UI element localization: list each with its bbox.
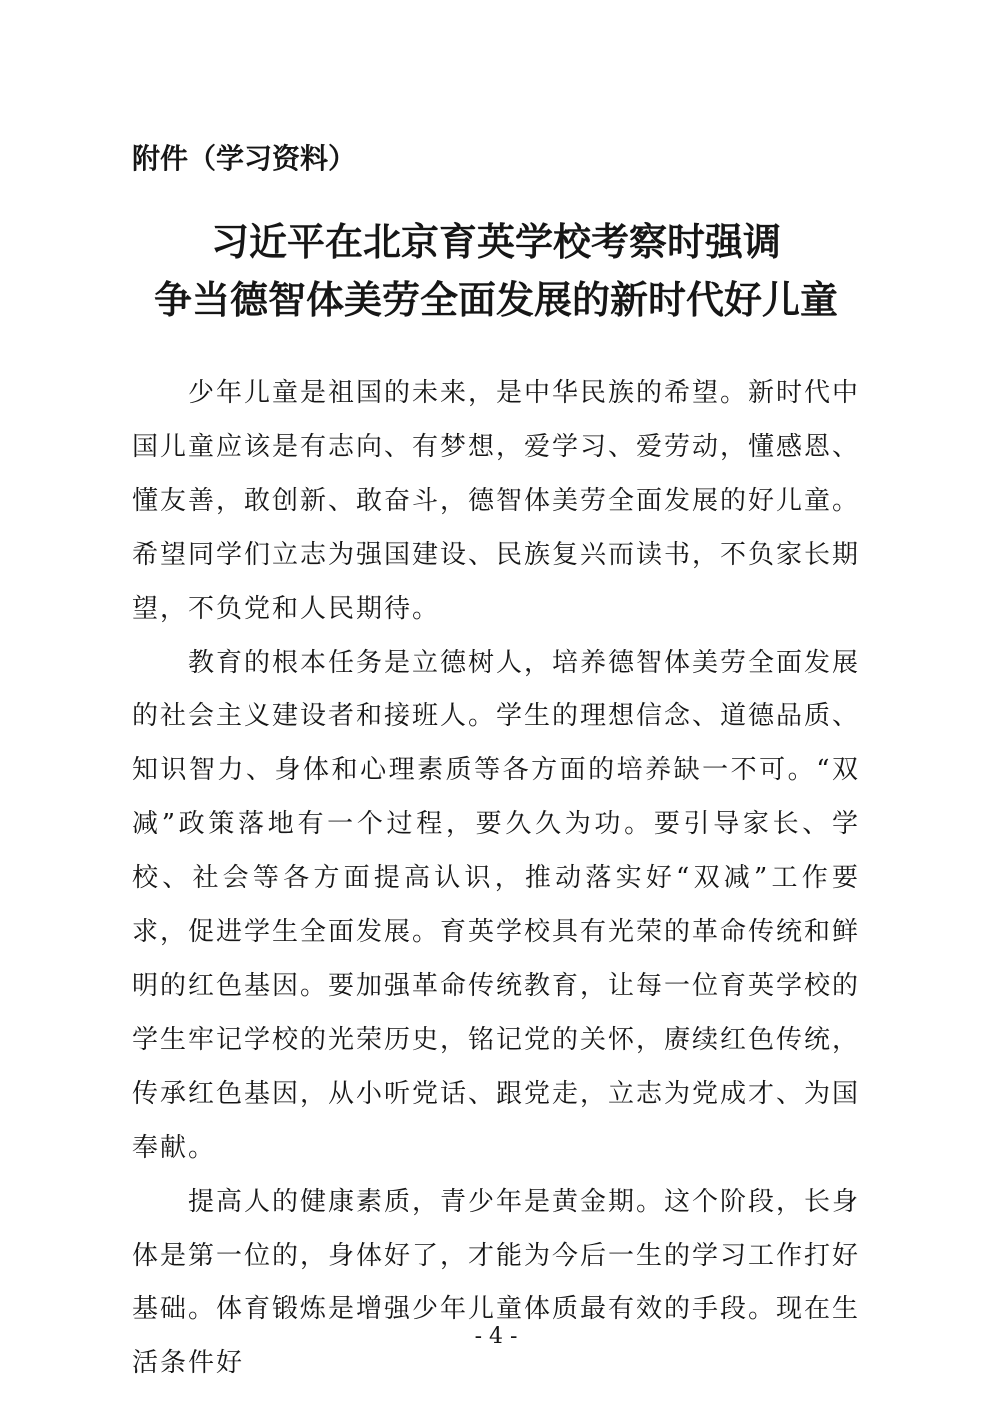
paragraph: 提高人的健康素质，青少年是黄金期。这个阶段，长身体是第一位的，身体好了，才能为今后一生的学习工作打好基础。体育锻炼是增强少年儿童体质最有效的手段。现在生活条件好 xyxy=(132,1186,861,1379)
paragraph: 教育的根本任务是立德树人，培养德智体美劳全面发展的社会主义建设者和接班人。学生的理想信念、道德品质、知识智力、身体和心理素质等各方面的培养缺一不可。“双减”政策落地有一个过程，要久久为功。要引导家长、学校、社会等各方面提高认识，推动落实好“双减”工作要求，促进学生全面发展。育英学校具有光荣的革命传统和鲜明的红色基因。要加强革命传统教育，让每一位育英学校的学生牢记学校的光荣历史，铭记党的关怀，赓续红色传统，传承红色基因，从小听党话、跟党走，立志为党成才、为国奉献。 xyxy=(132,647,861,1163)
attachment-label: 附件（学习资料） xyxy=(132,142,357,175)
title-line-1: 习近平在北京育英学校考察时强调 xyxy=(210,220,781,264)
paragraph: 少年儿童是祖国的未来，是中华民族的希望。新时代中国儿童应该是有志向、有梦想，爱学习、爱劳动，懂感恩、懂友善，敢创新、敢奋斗，德智体美劳全面发展的好儿童。希望同学们立志为强国建设、民族复兴而读书，不负家长期望，不负党和人民期待。 xyxy=(132,378,861,624)
title-line-2: 争当德智体美劳全面发展的新时代好儿童 xyxy=(153,278,838,322)
body-text xyxy=(132,367,860,1391)
page-number: - 4 - xyxy=(474,1324,518,1349)
